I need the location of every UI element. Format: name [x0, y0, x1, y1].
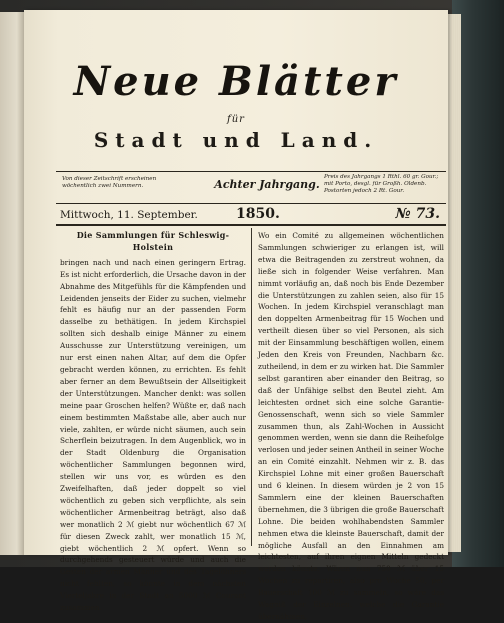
info-rule [56, 203, 446, 204]
article-title: Die Sammlungen für Schleswig-Holstein [76, 230, 230, 252]
volume-label: Achter Jahrgang. [214, 178, 320, 191]
issue-number: № 73. [395, 206, 440, 222]
date-rule [56, 224, 446, 226]
newspaper-page [24, 10, 448, 621]
column-divider [251, 228, 252, 546]
price-info: Preis des Jahrgangs 1 Rthl. 60 gr. Gour.; mit Porto, desgl. für Großh. Oldenb. Postorten jedoch 2 Rt. Gour. [324, 174, 439, 194]
masthead-title: Neue Blätter [73, 58, 399, 105]
issue-year: 1850. [236, 206, 280, 222]
previous-page-edge [0, 12, 25, 555]
issue-date: Mittwoch, 11. September. [60, 209, 198, 221]
article-text-left: bringen nach und nach einen geringern Ertrag. Es ist nicht erforderlich, die Ursache davon in der Abnahme des Mitgefühls für die Kämpfenden und Leidenden jenseits der Eider zu suchen, vielmehr fehlt es häufig nur an der passenden Form dasselbe zu bethätigen. In jedem Kirchspiel sollten sich deshalb einige Männer zu einem Ausschusse zur Unterstützung vereinigen, um nur erst einen nahen Altar, auf dem die Opfer gebracht werden können, zu errichten. Es fehlt aber ferner an dem Bewußtsein der Allseitigkeit der Unterstützungen. Mancher denkt: was sollen meine paar Groschen helfen? Wüßte er, daß nach einem bestimmten Maßstabe alle, aber auch nur viele, zahlten, er würde nicht säumen, auch sein Scherflein beizutragen. In dem Augenblick, wo in der Stadt Oldenburg die Organisation wöchentlicher Sammlungen begonnen wird, stellen wir uns vor, es würden es den Zweifelhaften, daß jeder doppelt so viel wöchentlich zu geben sich verpflichte, als sein wöchentlicher Armenbeitrag beträgt, also daß wer monatlich 2 ℳ giebt nur wöchentlich 67 ℳ für diesen Zweck zahlt, wer monatlich 15 ℳ, giebt wöchentlich 2 ℳ opfert. Wenn so durchgehends gesteuert würde und auch die Gesten der armen Männer und des Tagelöhners nicht fehlten, so könnte in dem nächsten Vierteljahre in der Stadt an 5000 ℳ Courant zusammen. [60, 257, 246, 613]
publication-frequency: Von dieser Zeitschrift erscheinen wöchentlich zwei Nummern. [62, 176, 157, 189]
page-stack-edge [446, 14, 461, 552]
masthead-fuer: für [227, 114, 245, 125]
article-column-left [60, 230, 246, 613]
article-text-right: Wo ein Comité zu allgemeinen wöchentlichen Sammlungen schwieriger zu erlangen ist, will etwa die Beitragenden zu zerstreut wohnen, da ließe sich in folgender Weise verfahren. Man nimmt vorläufig an, daß noch bis Ende Dezember die Unterstützungen zu zahlen seien, also für 15 Wochen. In jedem Kirchspiel veranschlagt man den doppelten Armenbeitrag für 15 Wochen und vertheilt diesen über so viel Personen, als sich mit der Einsammlung beschäftigen wollen, einem Jeden den Kreis von Freunden, Nachbarn &c. zutheilend, in dem er zu wirken hat. Die Sammler selbst garantiren aber einander den Beitrag, so daß der Unfähige selbst den Beutel zieht. Am leichtesten ordnet sich eine solche Garantie-Genossenschaft, wenn sich so viele Sammler zusammen thun, als Zahl-Wochen in Aussicht genommen werden, wenn sie dann die Reihefolge verlosen und jeder seinen Antheil in seiner Woche an ein Comité einzahlt. Nehmen wir z. B. das Kirchspiel Lohne mit einer großen Bauerschaft und 6 kleinen. In diesem würden je 2 von 15 Sammlern eine der kleinen Bauerschaften übernehmen, die 3 übrigen die große Bauerschaft Lohne. Die beiden wohlhabendsten Sammler nehmen etwa die kleinste Bauerschaft, damit der mögliche Ausfall an den Einnahmen am leichtesten, auf ihren eignen Mitteln gedeckt werden könnte. Wären nun 750 ℳ über 15 Wochen zu repartiren, also pro Woche 50, per Bauerschaft 100 ℳ zu sammeln, so wäre das Wagniß der Einzelnen, welche die Garantie übernähmen, [258, 231, 444, 621]
article-column-right [258, 230, 444, 621]
top-rule [56, 171, 446, 172]
masthead-subtitle: Stadt und Land. [93, 128, 379, 152]
info-row [62, 174, 446, 202]
dateline [60, 207, 444, 225]
